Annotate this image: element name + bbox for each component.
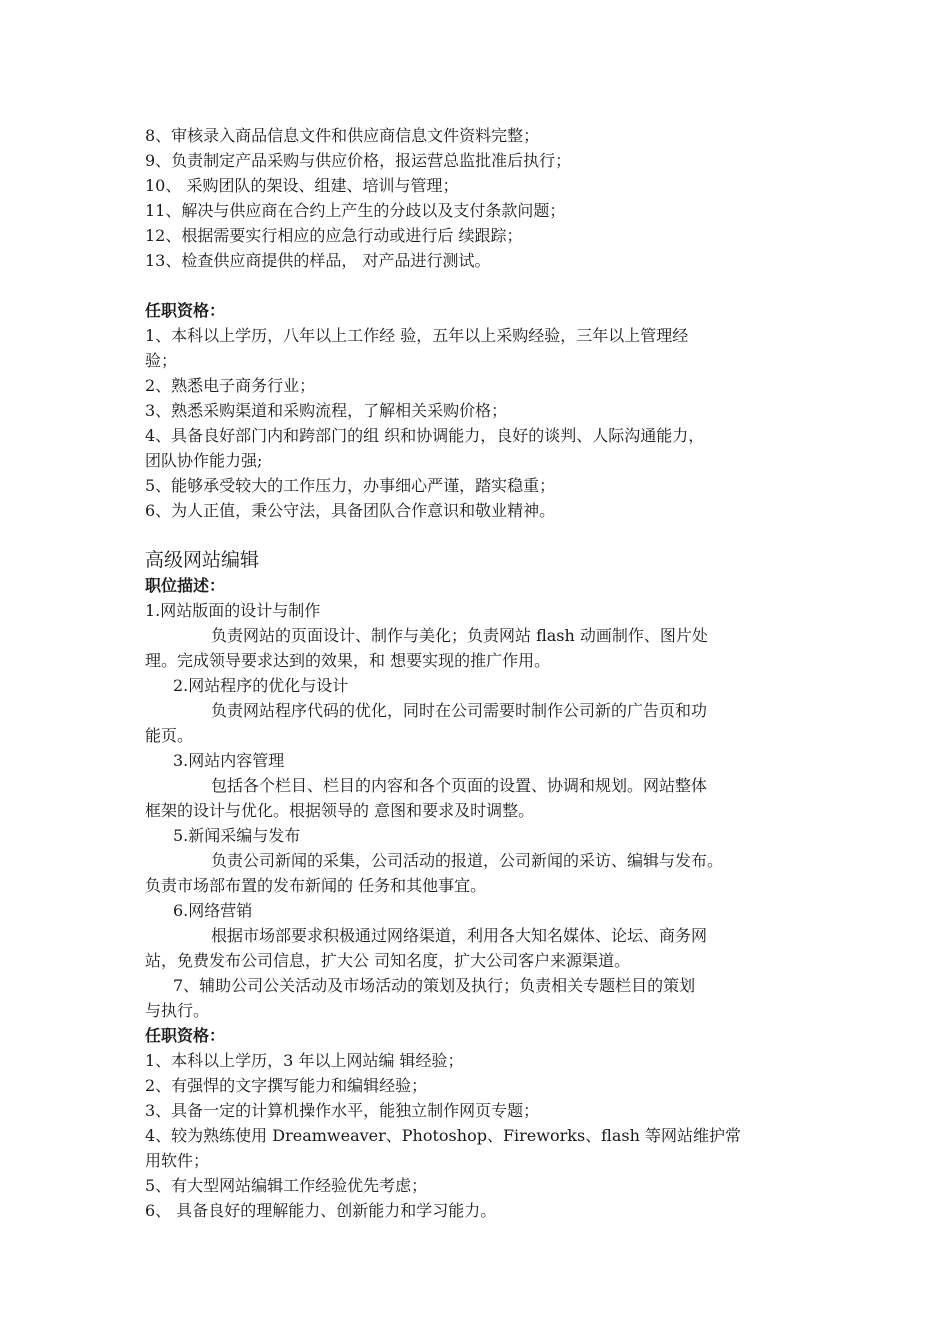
qualification-item: 验； <box>145 351 178 370</box>
description-line: 3.网站内容管理 <box>173 751 285 770</box>
description-line: 6.网络营销 <box>173 901 253 920</box>
qualification-item: 3、熟悉采购渠道和采购流程，了解相关采购价格； <box>145 401 508 420</box>
qualification-item: 5、有大型网站编辑工作经验优先考虑； <box>145 1176 428 1195</box>
duty-item: 13、检查供应商提供的样品， 对产品进行测试。 <box>145 251 491 270</box>
description-line: 与执行。 <box>145 1001 210 1020</box>
qualifications-heading: 任职资格： <box>145 1026 226 1045</box>
qualification-item: 4、具备良好部门内和跨部门的组 织和协调能力，良好的谈判、人际沟通能力， <box>145 426 705 445</box>
qualifications-heading: 任职资格： <box>145 301 226 320</box>
duty-item: 9、负责制定产品采购与供应价格，报运营总监批准后执行； <box>145 151 572 170</box>
description-line: 根据市场部要求积极通过网络渠道，利用各大知名媒体、论坛、商务网 <box>211 926 708 945</box>
description-line: 负责市场部布置的发布新闻的 任务和其他事宜。 <box>145 876 487 895</box>
description-line: 1.网站版面的设计与制作 <box>145 601 321 620</box>
description-line: 2.网站程序的优化与设计 <box>173 676 349 695</box>
qualification-item: 2、熟悉电子商务行业； <box>145 376 316 395</box>
qualification-item: 用软件； <box>145 1151 210 1170</box>
description-line: 负责网站程序代码的优化，同时在公司需要时制作公司新的广告页和功 <box>211 701 708 720</box>
duty-item: 12、根据需要实行相应的应急行动或进行后 续跟踪； <box>145 226 523 245</box>
description-line: 5.新闻采编与发布 <box>173 826 301 845</box>
qualification-item: 3、具备一定的计算机操作水平，能独立制作网页专题； <box>145 1101 540 1120</box>
description-line: 能页。 <box>145 726 194 745</box>
qualification-item: 团队协作能力强; <box>145 451 263 470</box>
description-heading: 职位描述： <box>145 576 226 595</box>
qualification-item: 2、有强悍的文字撰写能力和编辑经验； <box>145 1076 428 1095</box>
web-editor-section <box>145 547 820 1223</box>
qualification-item: 4、较为熟练使用 Dreamweaver、Photoshop、Fireworks、flash 等网站维护常 <box>145 1126 741 1145</box>
qualification-item: 6、为人正值，秉公守法，具备团队合作意识和敬业精神。 <box>145 501 556 520</box>
duty-item: 11、解决与供应商在合约上产生的分歧以及支付条款问题； <box>145 201 566 220</box>
description-line: 框架的设计与优化。根据领导的 意图和要求及时调整。 <box>145 801 535 820</box>
description-list <box>145 598 820 1023</box>
duty-item: 10、 采购团队的架设、组建、培训与管理； <box>145 176 459 195</box>
description-line: 包括各个栏目、栏目的内容和各个页面的设置、协调和规划。网站整体 <box>211 776 708 795</box>
qualification-item: 6、 具备良好的理解能力、创新能力和学习能力。 <box>145 1201 497 1220</box>
description-line: 7、辅助公司公关活动及市场活动的策划及执行；负责相关专题栏目的策划 <box>173 976 696 995</box>
job-title: 高级网站编辑 <box>145 549 260 571</box>
description-line: 负责公司新闻的采集，公司活动的报道，公司新闻的采访、编辑与发布。 <box>211 851 724 870</box>
description-line: 负责网站的页面设计、制作与美化；负责网站 flash 动画制作、图片处 <box>211 626 708 645</box>
qualification-item: 1、本科以上学历，3 年以上网站编 辑经验； <box>145 1051 464 1070</box>
purchasing-duties-list <box>145 123 820 273</box>
description-line: 理。完成领导要求达到的效果，和 想要实现的推广作用。 <box>145 651 551 670</box>
qualification-item: 1、本科以上学历，八年以上工作经 验，五年以上采购经验，三年以上管理经 <box>145 326 689 345</box>
duty-item: 8、审核录入商品信息文件和供应商信息文件资料完整； <box>145 126 540 145</box>
qualification-item: 5、能够承受较大的工作压力，办事细心严谨，踏实稳重； <box>145 476 556 495</box>
purchasing-qualifications <box>145 298 820 523</box>
description-line: 站，免费发布公司信息，扩大公 司知名度，扩大公司客户来源渠道。 <box>145 951 631 970</box>
